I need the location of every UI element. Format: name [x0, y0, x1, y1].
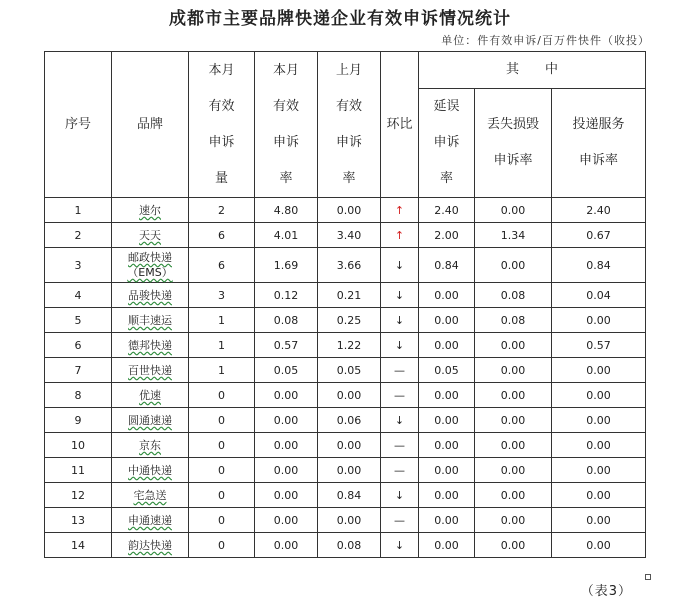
cell-seq — [45, 533, 112, 558]
cell-loss-text: 0.00 — [500, 513, 526, 527]
cell-brand-text: 京东 — [139, 439, 161, 452]
cell-brand — [112, 383, 189, 408]
cell-loss-text: 0.00 — [500, 463, 526, 477]
cell-service — [552, 408, 646, 433]
header-mom: 环比 — [381, 52, 419, 198]
cell-prev-text: 0.00 — [336, 388, 362, 402]
cell-prev-text: 0.00 — [336, 203, 362, 217]
cell-prev-text: 0.84 — [336, 488, 362, 502]
header-count-text: 本月有效申诉量 — [208, 62, 235, 186]
cell-service-text: 2.40 — [586, 203, 611, 217]
cell-delay — [419, 248, 475, 283]
cell-rate — [255, 408, 318, 433]
complaint-table — [44, 51, 646, 558]
cell-trend — [381, 433, 419, 458]
cell-brand-text: 天天 — [139, 229, 161, 242]
cell-delay-text: 0.00 — [434, 338, 459, 352]
cell-count — [189, 283, 255, 308]
cell-count — [189, 533, 255, 558]
cell-loss-text: 0.00 — [500, 258, 526, 272]
cell-loss-text: 0.00 — [500, 338, 526, 352]
cell-seq — [45, 358, 112, 383]
cell-loss-text: 0.00 — [500, 538, 526, 552]
cell-rate-text: 0.00 — [273, 488, 299, 502]
cell-loss-text: 0.00 — [500, 203, 526, 217]
cell-rate — [255, 383, 318, 408]
cell-count-text: 0 — [218, 438, 225, 452]
cell-trend-text: ↓ — [394, 313, 405, 327]
cell-seq-text: 4 — [74, 288, 82, 302]
cell-count-text: 1 — [218, 338, 225, 352]
cell-trend-text: — — [394, 463, 405, 477]
cell-prev-text: 0.25 — [336, 313, 362, 327]
cell-rate — [255, 248, 318, 283]
table-row — [45, 248, 646, 283]
cell-trend-text: ↓ — [394, 413, 405, 427]
cell-seq — [45, 198, 112, 223]
header-brand: 品牌 — [112, 52, 189, 198]
cell-brand — [112, 223, 189, 248]
cell-prev — [318, 223, 381, 248]
cell-prev-text: 0.00 — [336, 438, 362, 452]
cell-delay — [419, 283, 475, 308]
cell-service-text: 0.00 — [586, 538, 611, 552]
cell-delay — [419, 533, 475, 558]
cell-rate — [255, 483, 318, 508]
cell-rate-text: 0.00 — [273, 388, 299, 402]
cell-prev — [318, 508, 381, 533]
cell-count-text: 0 — [218, 538, 225, 552]
table-row — [45, 198, 646, 223]
cell-count-text: 0 — [218, 388, 225, 402]
cell-rate-text: 0.05 — [273, 363, 299, 377]
cell-delay-text: 0.00 — [434, 413, 459, 427]
cell-count-text: 0 — [218, 513, 225, 527]
header-rate-text: 本月有效申诉率 — [272, 62, 299, 186]
cell-loss — [475, 433, 552, 458]
cell-rate — [255, 198, 318, 223]
cell-delay-text: 0.84 — [434, 258, 459, 272]
cell-seq — [45, 333, 112, 358]
cell-count-text: 1 — [218, 363, 225, 377]
cell-seq — [45, 283, 112, 308]
table-row — [45, 483, 646, 508]
cell-seq-text: 8 — [74, 388, 82, 402]
cell-delay — [419, 308, 475, 333]
table-row — [45, 283, 646, 308]
cell-prev — [318, 533, 381, 558]
cell-brand-text: 圆通速递 — [128, 414, 172, 427]
cell-brand — [112, 198, 189, 223]
document-title: 成都市主要品牌快递企业有效申诉情况统计 — [169, 9, 511, 29]
header-loss — [475, 89, 552, 198]
cell-trend-text: ↓ — [394, 288, 405, 302]
cell-loss — [475, 248, 552, 283]
cell-brand-text: 百世快递 — [128, 364, 172, 377]
cell-service — [552, 248, 646, 283]
cell-seq-text: 9 — [74, 413, 82, 427]
header-service — [552, 89, 646, 198]
header-delay — [419, 89, 475, 198]
table-row — [45, 358, 646, 383]
cell-rate-text: 4.01 — [273, 228, 299, 242]
cell-loss — [475, 483, 552, 508]
cell-seq — [45, 223, 112, 248]
cell-prev — [318, 458, 381, 483]
cell-delay — [419, 198, 475, 223]
cell-service-text: 0.00 — [586, 388, 611, 402]
header-service-text: 投递服务申诉率 — [572, 117, 625, 168]
cell-count-text: 0 — [218, 488, 225, 502]
cell-count — [189, 358, 255, 383]
cell-seq — [45, 483, 112, 508]
cell-seq — [45, 458, 112, 483]
cell-rate-text: 0.00 — [273, 538, 299, 552]
cell-prev-text: 0.21 — [336, 288, 362, 302]
cell-trend-text: ↓ — [394, 338, 405, 352]
cell-delay-text: 0.00 — [434, 538, 459, 552]
cell-prev — [318, 308, 381, 333]
cell-seq — [45, 248, 112, 283]
cell-count-text: 0 — [218, 463, 225, 477]
cell-service — [552, 383, 646, 408]
cell-count — [189, 308, 255, 333]
cell-service-text: 0.57 — [586, 338, 611, 352]
cell-rate-text: 0.57 — [273, 338, 299, 352]
cell-count-text: 6 — [218, 258, 225, 272]
cell-delay-text: 0.00 — [434, 313, 459, 327]
cell-brand — [112, 408, 189, 433]
unit-note: 单位：件有效申诉/百万件快件（收投） — [441, 34, 650, 47]
cell-loss — [475, 358, 552, 383]
cell-delay — [419, 333, 475, 358]
cell-rate — [255, 358, 318, 383]
cell-brand — [112, 358, 189, 383]
table-end-marker — [645, 574, 651, 580]
cell-service — [552, 433, 646, 458]
cell-loss — [475, 383, 552, 408]
cell-rate-text: 0.00 — [273, 438, 299, 452]
cell-loss — [475, 308, 552, 333]
header-seq: 序号 — [45, 52, 112, 198]
header-group: 其 中 — [419, 52, 646, 89]
cell-service-text: 0.00 — [586, 313, 611, 327]
cell-seq-text: 3 — [74, 258, 82, 272]
cell-loss — [475, 283, 552, 308]
cell-trend — [381, 508, 419, 533]
cell-delay — [419, 408, 475, 433]
cell-brand — [112, 458, 189, 483]
cell-seq-text: 11 — [71, 463, 85, 477]
cell-delay-text: 0.00 — [434, 388, 459, 402]
cell-rate — [255, 508, 318, 533]
cell-service-text: 0.00 — [586, 438, 611, 452]
cell-seq — [45, 408, 112, 433]
cell-service-text: 0.84 — [586, 258, 611, 272]
cell-service — [552, 358, 646, 383]
cell-seq-text: 2 — [74, 228, 82, 242]
cell-service — [552, 483, 646, 508]
cell-rate — [255, 283, 318, 308]
cell-rate — [255, 308, 318, 333]
cell-brand-text: 德邦快递 — [128, 339, 172, 352]
cell-rate-text: 0.00 — [273, 463, 299, 477]
cell-prev-text: 0.00 — [336, 463, 362, 477]
cell-delay — [419, 383, 475, 408]
cell-seq-text: 14 — [71, 538, 85, 552]
cell-seq — [45, 308, 112, 333]
cell-count — [189, 458, 255, 483]
table-row — [45, 383, 646, 408]
cell-prev-text: 0.00 — [336, 513, 362, 527]
cell-prev — [318, 483, 381, 508]
cell-loss — [475, 408, 552, 433]
cell-brand — [112, 533, 189, 558]
cell-delay — [419, 483, 475, 508]
cell-rate — [255, 333, 318, 358]
cell-prev — [318, 198, 381, 223]
cell-service — [552, 308, 646, 333]
cell-loss-text: 0.00 — [500, 438, 526, 452]
cell-trend — [381, 408, 419, 433]
cell-prev — [318, 383, 381, 408]
cell-brand — [112, 308, 189, 333]
cell-loss — [475, 333, 552, 358]
cell-service — [552, 533, 646, 558]
cell-service-text: 0.00 — [586, 488, 611, 502]
table-row — [45, 308, 646, 333]
cell-delay-text: 2.40 — [434, 203, 459, 217]
cell-count-text: 0 — [218, 413, 225, 427]
cell-service — [552, 333, 646, 358]
cell-prev — [318, 408, 381, 433]
cell-seq-text: 10 — [71, 438, 85, 452]
cell-delay-text: 0.00 — [434, 463, 459, 477]
cell-trend-text: — — [394, 388, 405, 402]
cell-service — [552, 223, 646, 248]
table-row — [45, 458, 646, 483]
cell-trend — [381, 223, 419, 248]
cell-brand-text: 邮政快递（EMS） — [127, 251, 173, 279]
cell-loss-text: 0.00 — [500, 413, 526, 427]
cell-delay-text: 0.00 — [434, 438, 459, 452]
cell-delay — [419, 433, 475, 458]
cell-rate-text: 0.08 — [273, 313, 299, 327]
cell-count — [189, 248, 255, 283]
cell-brand — [112, 483, 189, 508]
cell-trend-text: ↓ — [394, 258, 405, 272]
cell-count-text: 2 — [218, 203, 225, 217]
cell-brand-text: 品骏快递 — [128, 289, 172, 302]
cell-delay-text: 0.05 — [434, 363, 459, 377]
cell-seq — [45, 433, 112, 458]
cell-trend-text: ↑ — [394, 203, 405, 217]
cell-delay-text: 2.00 — [434, 228, 459, 242]
cell-brand-text: 优速 — [139, 389, 161, 402]
cell-prev — [318, 358, 381, 383]
cell-service-text: 0.67 — [586, 228, 611, 242]
cell-service-text: 0.00 — [586, 463, 611, 477]
cell-brand-text: 韵达快递 — [128, 539, 172, 552]
cell-brand — [112, 283, 189, 308]
cell-trend — [381, 483, 419, 508]
cell-prev-text: 1.22 — [336, 338, 362, 352]
table-body — [45, 198, 646, 558]
cell-rate — [255, 433, 318, 458]
cell-brand-text: 速尔 — [139, 204, 161, 217]
cell-delay-text: 0.00 — [434, 513, 459, 527]
header-loss-text: 丢失损毁申诉率 — [486, 117, 539, 168]
cell-brand-text: 宅急送 — [133, 489, 167, 502]
cell-service — [552, 283, 646, 308]
cell-trend — [381, 308, 419, 333]
cell-trend-text: — — [394, 363, 405, 377]
cell-delay — [419, 223, 475, 248]
cell-rate — [255, 458, 318, 483]
cell-count — [189, 408, 255, 433]
cell-seq-text: 12 — [71, 488, 85, 502]
cell-delay-text: 0.00 — [434, 488, 459, 502]
cell-prev-text: 0.06 — [336, 413, 362, 427]
cell-brand — [112, 508, 189, 533]
cell-seq-text: 13 — [71, 513, 85, 527]
cell-loss-text: 0.00 — [500, 363, 526, 377]
cell-service — [552, 508, 646, 533]
table-row — [45, 508, 646, 533]
cell-trend — [381, 458, 419, 483]
cell-loss — [475, 533, 552, 558]
header-prev-rate — [318, 52, 381, 198]
cell-brand — [112, 433, 189, 458]
cell-loss — [475, 223, 552, 248]
cell-count — [189, 223, 255, 248]
cell-brand-text: 顺丰速运 — [128, 314, 172, 327]
cell-rate-text: 1.69 — [273, 258, 299, 272]
table-row — [45, 433, 646, 458]
cell-seq-text: 6 — [74, 338, 82, 352]
cell-loss — [475, 198, 552, 223]
cell-prev-text: 0.05 — [336, 363, 362, 377]
cell-trend — [381, 198, 419, 223]
cell-seq — [45, 383, 112, 408]
header-count — [189, 52, 255, 198]
cell-loss-text: 0.00 — [500, 388, 526, 402]
cell-rate-text: 0.00 — [273, 513, 299, 527]
cell-prev — [318, 248, 381, 283]
cell-trend — [381, 533, 419, 558]
cell-prev — [318, 433, 381, 458]
cell-brand-text: 中通快递 — [128, 464, 172, 477]
cell-seq — [45, 508, 112, 533]
cell-trend-text: ↓ — [394, 488, 405, 502]
cell-delay-text: 0.00 — [434, 288, 459, 302]
table-row — [45, 333, 646, 358]
cell-rate — [255, 223, 318, 248]
header-rate — [255, 52, 318, 198]
cell-count-text: 6 — [218, 228, 225, 242]
cell-rate-text: 0.00 — [273, 413, 299, 427]
cell-count — [189, 483, 255, 508]
cell-service-text: 0.00 — [586, 513, 611, 527]
cell-delay — [419, 358, 475, 383]
cell-loss-text: 0.00 — [500, 488, 526, 502]
cell-count — [189, 508, 255, 533]
cell-loss — [475, 458, 552, 483]
cell-delay — [419, 508, 475, 533]
cell-count — [189, 333, 255, 358]
cell-trend — [381, 283, 419, 308]
cell-loss-text: 1.34 — [500, 228, 526, 242]
cell-service-text: 0.00 — [586, 363, 611, 377]
cell-prev-text: 3.40 — [336, 228, 362, 242]
cell-seq-text: 1 — [74, 203, 82, 217]
cell-seq-text: 7 — [74, 363, 82, 377]
cell-count — [189, 383, 255, 408]
cell-trend-text: ↑ — [394, 228, 405, 242]
cell-count — [189, 198, 255, 223]
table-row — [45, 533, 646, 558]
cell-rate — [255, 533, 318, 558]
cell-count — [189, 433, 255, 458]
cell-delay — [419, 458, 475, 483]
header-prev-rate-text: 上月有效申诉率 — [335, 62, 362, 186]
cell-loss-text: 0.08 — [500, 288, 526, 302]
cell-loss — [475, 508, 552, 533]
cell-prev-text: 3.66 — [336, 258, 362, 272]
cell-prev — [318, 283, 381, 308]
cell-prev-text: 0.08 — [336, 538, 362, 552]
cell-trend — [381, 383, 419, 408]
cell-brand — [112, 248, 189, 283]
cell-trend — [381, 248, 419, 283]
cell-rate-text: 4.80 — [273, 203, 299, 217]
cell-trend-text: — — [394, 513, 405, 527]
header-delay-text: 延误申诉率 — [433, 99, 460, 186]
cell-trend — [381, 358, 419, 383]
cell-trend-text: — — [394, 438, 405, 452]
table-row — [45, 223, 646, 248]
cell-service — [552, 198, 646, 223]
cell-prev — [318, 333, 381, 358]
cell-brand — [112, 333, 189, 358]
cell-count-text: 1 — [218, 313, 225, 327]
cell-trend-text: ↓ — [394, 538, 405, 552]
cell-count-text: 3 — [218, 288, 225, 302]
cell-trend — [381, 333, 419, 358]
cell-loss-text: 0.08 — [500, 313, 526, 327]
cell-rate-text: 0.12 — [273, 288, 299, 302]
table-caption: （表3） — [580, 584, 632, 599]
cell-service-text: 0.00 — [586, 413, 611, 427]
cell-brand-text: 申通速递 — [128, 514, 172, 527]
cell-service — [552, 458, 646, 483]
table-row — [45, 408, 646, 433]
cell-seq-text: 5 — [74, 313, 82, 327]
cell-service-text: 0.04 — [586, 288, 611, 302]
